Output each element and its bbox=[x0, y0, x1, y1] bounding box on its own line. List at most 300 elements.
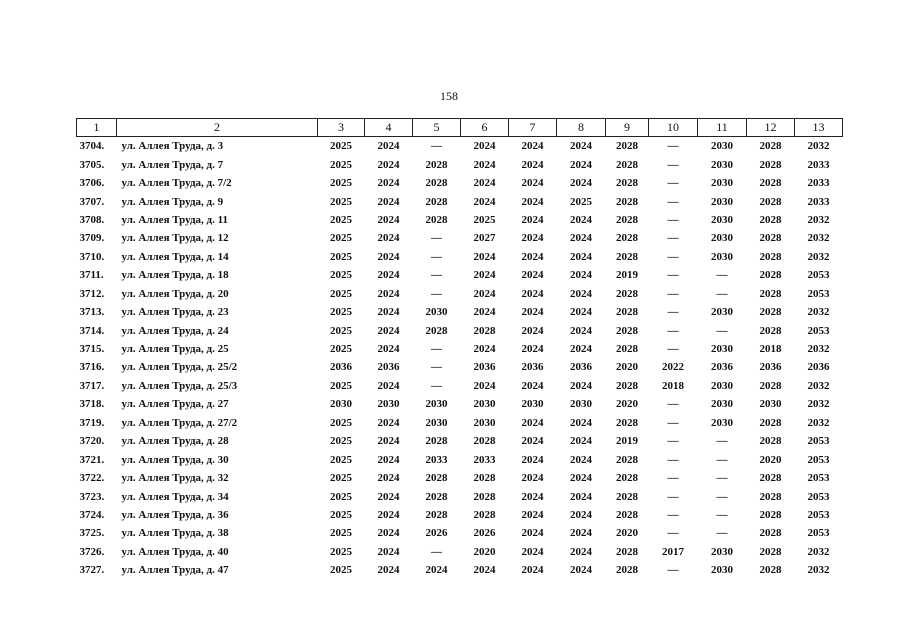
year-cell: 2036 bbox=[759, 361, 782, 374]
year-cell: — bbox=[431, 250, 442, 263]
table-row bbox=[77, 285, 843, 303]
year-cell: 2032 bbox=[807, 140, 830, 153]
year-cell: 2028 bbox=[759, 545, 782, 558]
year-cell: 2030 bbox=[377, 398, 400, 411]
year-cell: 2028 bbox=[616, 232, 638, 245]
address-cell: ул. Аллея Труда, д. 7 bbox=[121, 158, 224, 171]
year-cell: 2033 bbox=[473, 453, 496, 466]
table-row bbox=[77, 358, 843, 376]
year-cell: 2024 bbox=[521, 324, 544, 337]
year-cell: 2028 bbox=[473, 508, 496, 521]
year-cell: 2024 bbox=[473, 250, 496, 263]
year-cell: 2024 bbox=[570, 177, 592, 190]
year-cell: 2028 bbox=[759, 250, 782, 263]
year-cell: 2025 bbox=[330, 508, 352, 521]
year-cell: 2024 bbox=[473, 195, 496, 208]
year-cell: 2024 bbox=[521, 453, 544, 466]
year-cell: 2028 bbox=[759, 564, 782, 577]
column-header-5: 5 bbox=[413, 119, 461, 137]
year-cell: — bbox=[431, 287, 442, 300]
year-cell: 2053 bbox=[807, 269, 830, 282]
year-cell: 2024 bbox=[521, 435, 544, 448]
year-cell: 2024 bbox=[570, 287, 592, 300]
year-cell: 2036 bbox=[807, 361, 830, 374]
table-header bbox=[77, 119, 843, 137]
year-cell: 2053 bbox=[807, 435, 830, 448]
year-cell: 2020 bbox=[616, 398, 638, 411]
year-cell: 2028 bbox=[616, 324, 638, 337]
year-cell: 2024 bbox=[521, 416, 544, 429]
year-cell: 2025 bbox=[330, 140, 352, 153]
year-cell: 2024 bbox=[377, 287, 400, 300]
year-cell: 2025 bbox=[330, 287, 352, 300]
year-cell: 2053 bbox=[807, 287, 830, 300]
address-cell: ул. Аллея Труда, д. 20 bbox=[121, 287, 229, 300]
year-cell: 2028 bbox=[759, 306, 782, 319]
year-cell: — bbox=[716, 453, 728, 466]
year-cell: 2032 bbox=[807, 250, 830, 263]
year-cell: 2028 bbox=[425, 158, 448, 171]
year-cell: 2053 bbox=[807, 324, 830, 337]
year-cell: 2019 bbox=[616, 269, 638, 282]
year-cell: 2028 bbox=[759, 472, 782, 485]
table-row bbox=[77, 321, 843, 339]
table-body bbox=[77, 137, 843, 580]
row-number-cell: 3707. bbox=[79, 195, 105, 208]
table-row bbox=[77, 174, 843, 192]
year-cell: 2028 bbox=[473, 490, 496, 503]
year-cell: 2028 bbox=[759, 213, 782, 226]
year-cell: — bbox=[667, 343, 679, 356]
year-cell: — bbox=[667, 213, 679, 226]
year-cell: 2028 bbox=[425, 508, 448, 521]
year-cell: 2018 bbox=[759, 343, 782, 356]
year-cell: 2025 bbox=[473, 213, 496, 226]
year-cell: 2020 bbox=[473, 545, 496, 558]
year-cell: — bbox=[667, 490, 679, 503]
year-cell: 2028 bbox=[759, 232, 782, 245]
column-header-3: 3 bbox=[318, 119, 365, 137]
year-cell: 2030 bbox=[711, 398, 733, 411]
year-cell: 2022 bbox=[662, 361, 684, 374]
year-cell: — bbox=[716, 472, 728, 485]
year-cell: — bbox=[716, 527, 728, 540]
year-cell: 2033 bbox=[807, 158, 830, 171]
year-cell: 2024 bbox=[570, 250, 592, 263]
year-cell: — bbox=[716, 490, 728, 503]
year-cell: 2024 bbox=[570, 158, 592, 171]
year-cell: 2024 bbox=[570, 140, 592, 153]
year-cell: 2028 bbox=[616, 177, 638, 190]
year-cell: 2030 bbox=[473, 416, 496, 429]
row-number-cell: 3726. bbox=[79, 545, 105, 558]
year-cell: 2024 bbox=[570, 564, 592, 577]
row-number-cell: 3722. bbox=[79, 472, 105, 485]
year-cell: 2024 bbox=[377, 416, 400, 429]
year-cell: 2030 bbox=[711, 158, 733, 171]
year-cell: 2024 bbox=[521, 490, 544, 503]
year-cell: 2028 bbox=[616, 343, 638, 356]
table-row bbox=[77, 395, 843, 413]
table-row bbox=[77, 450, 843, 468]
year-cell: 2020 bbox=[759, 453, 782, 466]
year-cell: 2017 bbox=[662, 545, 684, 558]
year-cell: 2024 bbox=[521, 527, 544, 540]
row-number-cell: 3713. bbox=[79, 306, 105, 319]
year-cell: 2053 bbox=[807, 472, 830, 485]
year-cell: 2036 bbox=[521, 361, 544, 374]
year-cell: 2024 bbox=[521, 508, 544, 521]
row-number-cell: 3704. bbox=[79, 140, 105, 153]
year-cell: 2030 bbox=[711, 195, 733, 208]
year-cell: 2025 bbox=[330, 435, 352, 448]
year-cell: 2028 bbox=[616, 195, 638, 208]
year-cell: 2025 bbox=[330, 213, 352, 226]
table-row bbox=[77, 137, 843, 156]
year-cell: 2025 bbox=[330, 490, 352, 503]
address-cell: ул. Аллея Труда, д. 14 bbox=[121, 250, 229, 263]
row-number-cell: 3727. bbox=[79, 564, 105, 577]
year-cell: 2032 bbox=[807, 564, 830, 577]
year-cell: 2024 bbox=[521, 564, 544, 577]
address-cell: ул. Аллея Труда, д. 38 bbox=[121, 527, 229, 540]
year-cell: — bbox=[667, 564, 679, 577]
year-cell: 2024 bbox=[473, 269, 496, 282]
year-cell: 2024 bbox=[570, 453, 592, 466]
year-cell: 2024 bbox=[521, 177, 544, 190]
year-cell: 2028 bbox=[425, 472, 448, 485]
year-cell: 2024 bbox=[473, 564, 496, 577]
year-cell: 2025 bbox=[330, 379, 352, 392]
address-cell: ул. Аллея Труда, д. 47 bbox=[121, 564, 229, 577]
year-cell: 2025 bbox=[330, 177, 352, 190]
year-cell: 2024 bbox=[377, 527, 400, 540]
column-header-1: 1 bbox=[77, 119, 117, 137]
table-row bbox=[77, 377, 843, 395]
year-cell: 2028 bbox=[616, 306, 638, 319]
year-cell: 2036 bbox=[377, 361, 400, 374]
year-cell: 2030 bbox=[473, 398, 496, 411]
year-cell: 2024 bbox=[570, 232, 592, 245]
year-cell: 2030 bbox=[570, 398, 592, 411]
year-cell: 2028 bbox=[759, 435, 782, 448]
column-header-13: 13 bbox=[795, 119, 843, 137]
address-cell: ул. Аллея Труда, д. 9 bbox=[121, 195, 224, 208]
year-cell: 2028 bbox=[759, 140, 782, 153]
table-row bbox=[77, 303, 843, 321]
year-cell: 2024 bbox=[473, 140, 496, 153]
year-cell: 2028 bbox=[616, 416, 638, 429]
year-cell: 2030 bbox=[425, 416, 448, 429]
row-number-cell: 3719. bbox=[79, 416, 105, 429]
address-cell: ул. Аллея Труда, д. 27/2 bbox=[121, 416, 238, 429]
year-cell: 2025 bbox=[330, 232, 352, 245]
year-cell: 2024 bbox=[377, 269, 400, 282]
table-row bbox=[77, 155, 843, 173]
year-cell: — bbox=[431, 232, 442, 245]
year-cell: 2030 bbox=[330, 398, 352, 411]
year-cell: 2030 bbox=[711, 545, 733, 558]
year-cell: 2020 bbox=[616, 361, 638, 374]
year-cell: 2024 bbox=[521, 306, 544, 319]
table-row bbox=[77, 192, 843, 210]
year-cell: 2028 bbox=[425, 324, 448, 337]
address-cell: ул. Аллея Труда, д. 40 bbox=[121, 545, 229, 558]
table-row bbox=[77, 432, 843, 450]
year-cell: 2024 bbox=[570, 324, 592, 337]
year-cell: 2028 bbox=[616, 287, 638, 300]
year-cell: 2024 bbox=[377, 324, 400, 337]
year-cell: 2028 bbox=[759, 324, 782, 337]
year-cell: 2036 bbox=[473, 361, 496, 374]
year-cell: 2024 bbox=[377, 250, 400, 263]
column-header-12: 12 bbox=[747, 119, 795, 137]
year-cell: 2028 bbox=[759, 177, 782, 190]
year-cell: 2030 bbox=[711, 564, 733, 577]
year-cell: 2024 bbox=[377, 453, 400, 466]
year-cell: 2024 bbox=[377, 213, 400, 226]
year-cell: 2032 bbox=[807, 545, 830, 558]
address-cell: ул. Аллея Труда, д. 24 bbox=[121, 324, 229, 337]
address-cell: ул. Аллея Труда, д. 36 bbox=[121, 508, 229, 521]
row-number-cell: 3715. bbox=[79, 343, 105, 356]
year-cell: — bbox=[667, 435, 679, 448]
year-cell: 2025 bbox=[330, 306, 352, 319]
column-header-7: 7 bbox=[509, 119, 557, 137]
year-cell: 2030 bbox=[711, 250, 733, 263]
row-number-cell: 3709. bbox=[79, 232, 105, 245]
year-cell: 2024 bbox=[473, 287, 496, 300]
year-cell: — bbox=[667, 177, 679, 190]
year-cell: 2028 bbox=[759, 195, 782, 208]
row-number-cell: 3714. bbox=[79, 324, 105, 337]
year-cell: 2030 bbox=[711, 232, 733, 245]
year-cell: 2028 bbox=[616, 140, 638, 153]
year-cell: 2024 bbox=[521, 269, 544, 282]
year-cell: — bbox=[716, 269, 728, 282]
year-cell: 2028 bbox=[616, 213, 638, 226]
column-header-10: 10 bbox=[649, 119, 698, 137]
year-cell: 2024 bbox=[377, 195, 400, 208]
table-row bbox=[77, 229, 843, 247]
year-cell: 2036 bbox=[330, 361, 352, 374]
row-number-cell: 3712. bbox=[79, 287, 105, 300]
year-cell: 2025 bbox=[330, 343, 352, 356]
year-cell: 2024 bbox=[521, 343, 544, 356]
year-cell: 2024 bbox=[377, 343, 400, 356]
year-cell: 2024 bbox=[570, 343, 592, 356]
year-cell: 2024 bbox=[377, 472, 400, 485]
year-cell: 2028 bbox=[616, 453, 638, 466]
year-cell: 2028 bbox=[759, 379, 782, 392]
row-number-cell: 3705. bbox=[79, 158, 105, 171]
row-number-cell: 3717. bbox=[79, 379, 105, 392]
year-cell: 2030 bbox=[425, 306, 448, 319]
year-cell: 2024 bbox=[570, 213, 592, 226]
year-cell: 2024 bbox=[570, 435, 592, 448]
address-cell: ул. Аллея Труда, д. 34 bbox=[121, 490, 229, 503]
column-header-11: 11 bbox=[698, 119, 747, 137]
year-cell: 2025 bbox=[330, 545, 352, 558]
address-cell: ул. Аллея Труда, д. 12 bbox=[121, 232, 229, 245]
year-cell: 2024 bbox=[521, 250, 544, 263]
table-row bbox=[77, 211, 843, 229]
year-cell: 2018 bbox=[662, 379, 684, 392]
year-cell: 2026 bbox=[425, 527, 448, 540]
year-cell: 2028 bbox=[759, 416, 782, 429]
year-cell: 2028 bbox=[616, 472, 638, 485]
year-cell: 2024 bbox=[521, 545, 544, 558]
year-cell: — bbox=[431, 269, 442, 282]
year-cell: — bbox=[716, 435, 728, 448]
year-cell: 2019 bbox=[616, 435, 638, 448]
table-row bbox=[77, 543, 843, 561]
year-cell: 2030 bbox=[425, 398, 448, 411]
year-cell: 2028 bbox=[759, 287, 782, 300]
year-cell: 2025 bbox=[330, 250, 352, 263]
year-cell: 2036 bbox=[711, 361, 733, 374]
address-cell: ул. Аллея Труда, д. 7/2 bbox=[121, 177, 232, 190]
row-number-cell: 3716. bbox=[79, 361, 105, 374]
year-cell: 2024 bbox=[377, 564, 400, 577]
header-row bbox=[77, 119, 843, 137]
year-cell: 2028 bbox=[616, 564, 638, 577]
address-cell: ул. Аллея Труда, д. 25 bbox=[121, 343, 229, 356]
year-cell: 2024 bbox=[570, 527, 592, 540]
year-cell: 2032 bbox=[807, 416, 830, 429]
year-cell: 2025 bbox=[330, 453, 352, 466]
year-cell: — bbox=[667, 269, 679, 282]
column-header-2: 2 bbox=[117, 119, 318, 137]
table-row bbox=[77, 524, 843, 542]
year-cell: 2024 bbox=[570, 472, 592, 485]
table-row bbox=[77, 340, 843, 358]
address-cell: ул. Аллея Труда, д. 32 bbox=[121, 472, 229, 485]
year-cell: 2024 bbox=[570, 416, 592, 429]
year-cell: 2024 bbox=[521, 195, 544, 208]
row-number-cell: 3720. bbox=[79, 435, 105, 448]
year-cell: — bbox=[667, 324, 679, 337]
address-cell: ул. Аллея Труда, д. 11 bbox=[121, 213, 228, 226]
year-cell: — bbox=[431, 545, 442, 558]
address-cell: ул. Аллея Труда, д. 25/2 bbox=[121, 361, 238, 374]
year-cell: 2025 bbox=[330, 195, 352, 208]
year-cell: 2024 bbox=[473, 306, 496, 319]
year-cell: 2032 bbox=[807, 379, 830, 392]
year-cell: 2028 bbox=[759, 490, 782, 503]
year-cell: 2030 bbox=[711, 177, 733, 190]
year-cell: 2028 bbox=[616, 508, 638, 521]
year-cell: 2025 bbox=[330, 564, 352, 577]
row-number-cell: 3723. bbox=[79, 490, 105, 503]
year-cell: 2028 bbox=[425, 177, 448, 190]
year-cell: 2053 bbox=[807, 490, 830, 503]
row-number-cell: 3711. bbox=[79, 269, 104, 282]
year-cell: — bbox=[667, 508, 679, 521]
year-cell: 2024 bbox=[377, 379, 400, 392]
page-number-text: 158 bbox=[440, 89, 458, 103]
year-cell: 2024 bbox=[377, 508, 400, 521]
row-number-cell: 3725. bbox=[79, 527, 105, 540]
year-cell: 2024 bbox=[521, 232, 544, 245]
column-header-8: 8 bbox=[557, 119, 606, 137]
year-cell: 2024 bbox=[377, 158, 400, 171]
year-cell: 2028 bbox=[425, 435, 448, 448]
year-cell: 2028 bbox=[473, 435, 496, 448]
year-cell: 2032 bbox=[807, 343, 830, 356]
year-cell: — bbox=[431, 343, 442, 356]
year-cell: — bbox=[667, 195, 679, 208]
year-cell: 2030 bbox=[711, 140, 733, 153]
year-cell: 2030 bbox=[759, 398, 782, 411]
year-cell: 2030 bbox=[711, 213, 733, 226]
row-number-cell: 3708. bbox=[79, 213, 105, 226]
year-cell: 2024 bbox=[570, 306, 592, 319]
year-cell: 2024 bbox=[570, 490, 592, 503]
address-cell: ул. Аллея Труда, д. 25/3 bbox=[121, 379, 238, 392]
year-cell: 2028 bbox=[425, 213, 448, 226]
year-cell: 2030 bbox=[711, 343, 733, 356]
row-number-cell: 3718. bbox=[79, 398, 105, 411]
year-cell: 2036 bbox=[570, 361, 592, 374]
table-row bbox=[77, 561, 843, 579]
year-cell: 2028 bbox=[616, 250, 638, 263]
year-cell: 2028 bbox=[473, 472, 496, 485]
year-cell: 2028 bbox=[759, 158, 782, 171]
year-cell: 2032 bbox=[807, 306, 830, 319]
year-cell: 2024 bbox=[377, 306, 400, 319]
year-cell: 2024 bbox=[425, 564, 448, 577]
year-cell: 2026 bbox=[473, 527, 496, 540]
table-row bbox=[77, 506, 843, 524]
column-header-9: 9 bbox=[606, 119, 649, 137]
year-cell: 2033 bbox=[807, 177, 830, 190]
year-cell: 2024 bbox=[521, 213, 544, 226]
year-cell: — bbox=[667, 232, 679, 245]
year-cell: 2030 bbox=[711, 416, 733, 429]
address-cell: ул. Аллея Труда, д. 23 bbox=[121, 306, 229, 319]
address-cell: ул. Аллея Труда, д. 3 bbox=[121, 140, 224, 153]
year-cell: 2024 bbox=[521, 472, 544, 485]
year-cell: 2032 bbox=[807, 232, 830, 245]
year-cell: — bbox=[431, 361, 442, 374]
year-cell: 2024 bbox=[473, 379, 496, 392]
year-cell: 2030 bbox=[521, 398, 544, 411]
year-cell: — bbox=[667, 140, 679, 153]
year-cell: 2028 bbox=[759, 269, 782, 282]
year-cell: 2024 bbox=[473, 343, 496, 356]
table-row bbox=[77, 487, 843, 505]
address-cell: ул. Аллея Труда, д. 27 bbox=[121, 398, 229, 411]
address-cell: ул. Аллея Труда, д. 18 bbox=[121, 269, 229, 282]
year-cell: — bbox=[667, 306, 679, 319]
year-cell: 2025 bbox=[330, 158, 352, 171]
year-cell: 2024 bbox=[377, 177, 400, 190]
table-row bbox=[77, 414, 843, 432]
year-cell: 2024 bbox=[377, 490, 400, 503]
row-number-cell: 3724. bbox=[79, 508, 105, 521]
year-cell: 2025 bbox=[330, 416, 352, 429]
year-cell: 2028 bbox=[616, 490, 638, 503]
column-header-4: 4 bbox=[365, 119, 413, 137]
year-cell: 2025 bbox=[330, 269, 352, 282]
year-cell: 2024 bbox=[570, 379, 592, 392]
column-header-6: 6 bbox=[461, 119, 509, 137]
year-cell: — bbox=[667, 527, 679, 540]
table-row bbox=[77, 266, 843, 284]
year-cell: — bbox=[667, 250, 679, 263]
year-cell: 2028 bbox=[616, 158, 638, 171]
